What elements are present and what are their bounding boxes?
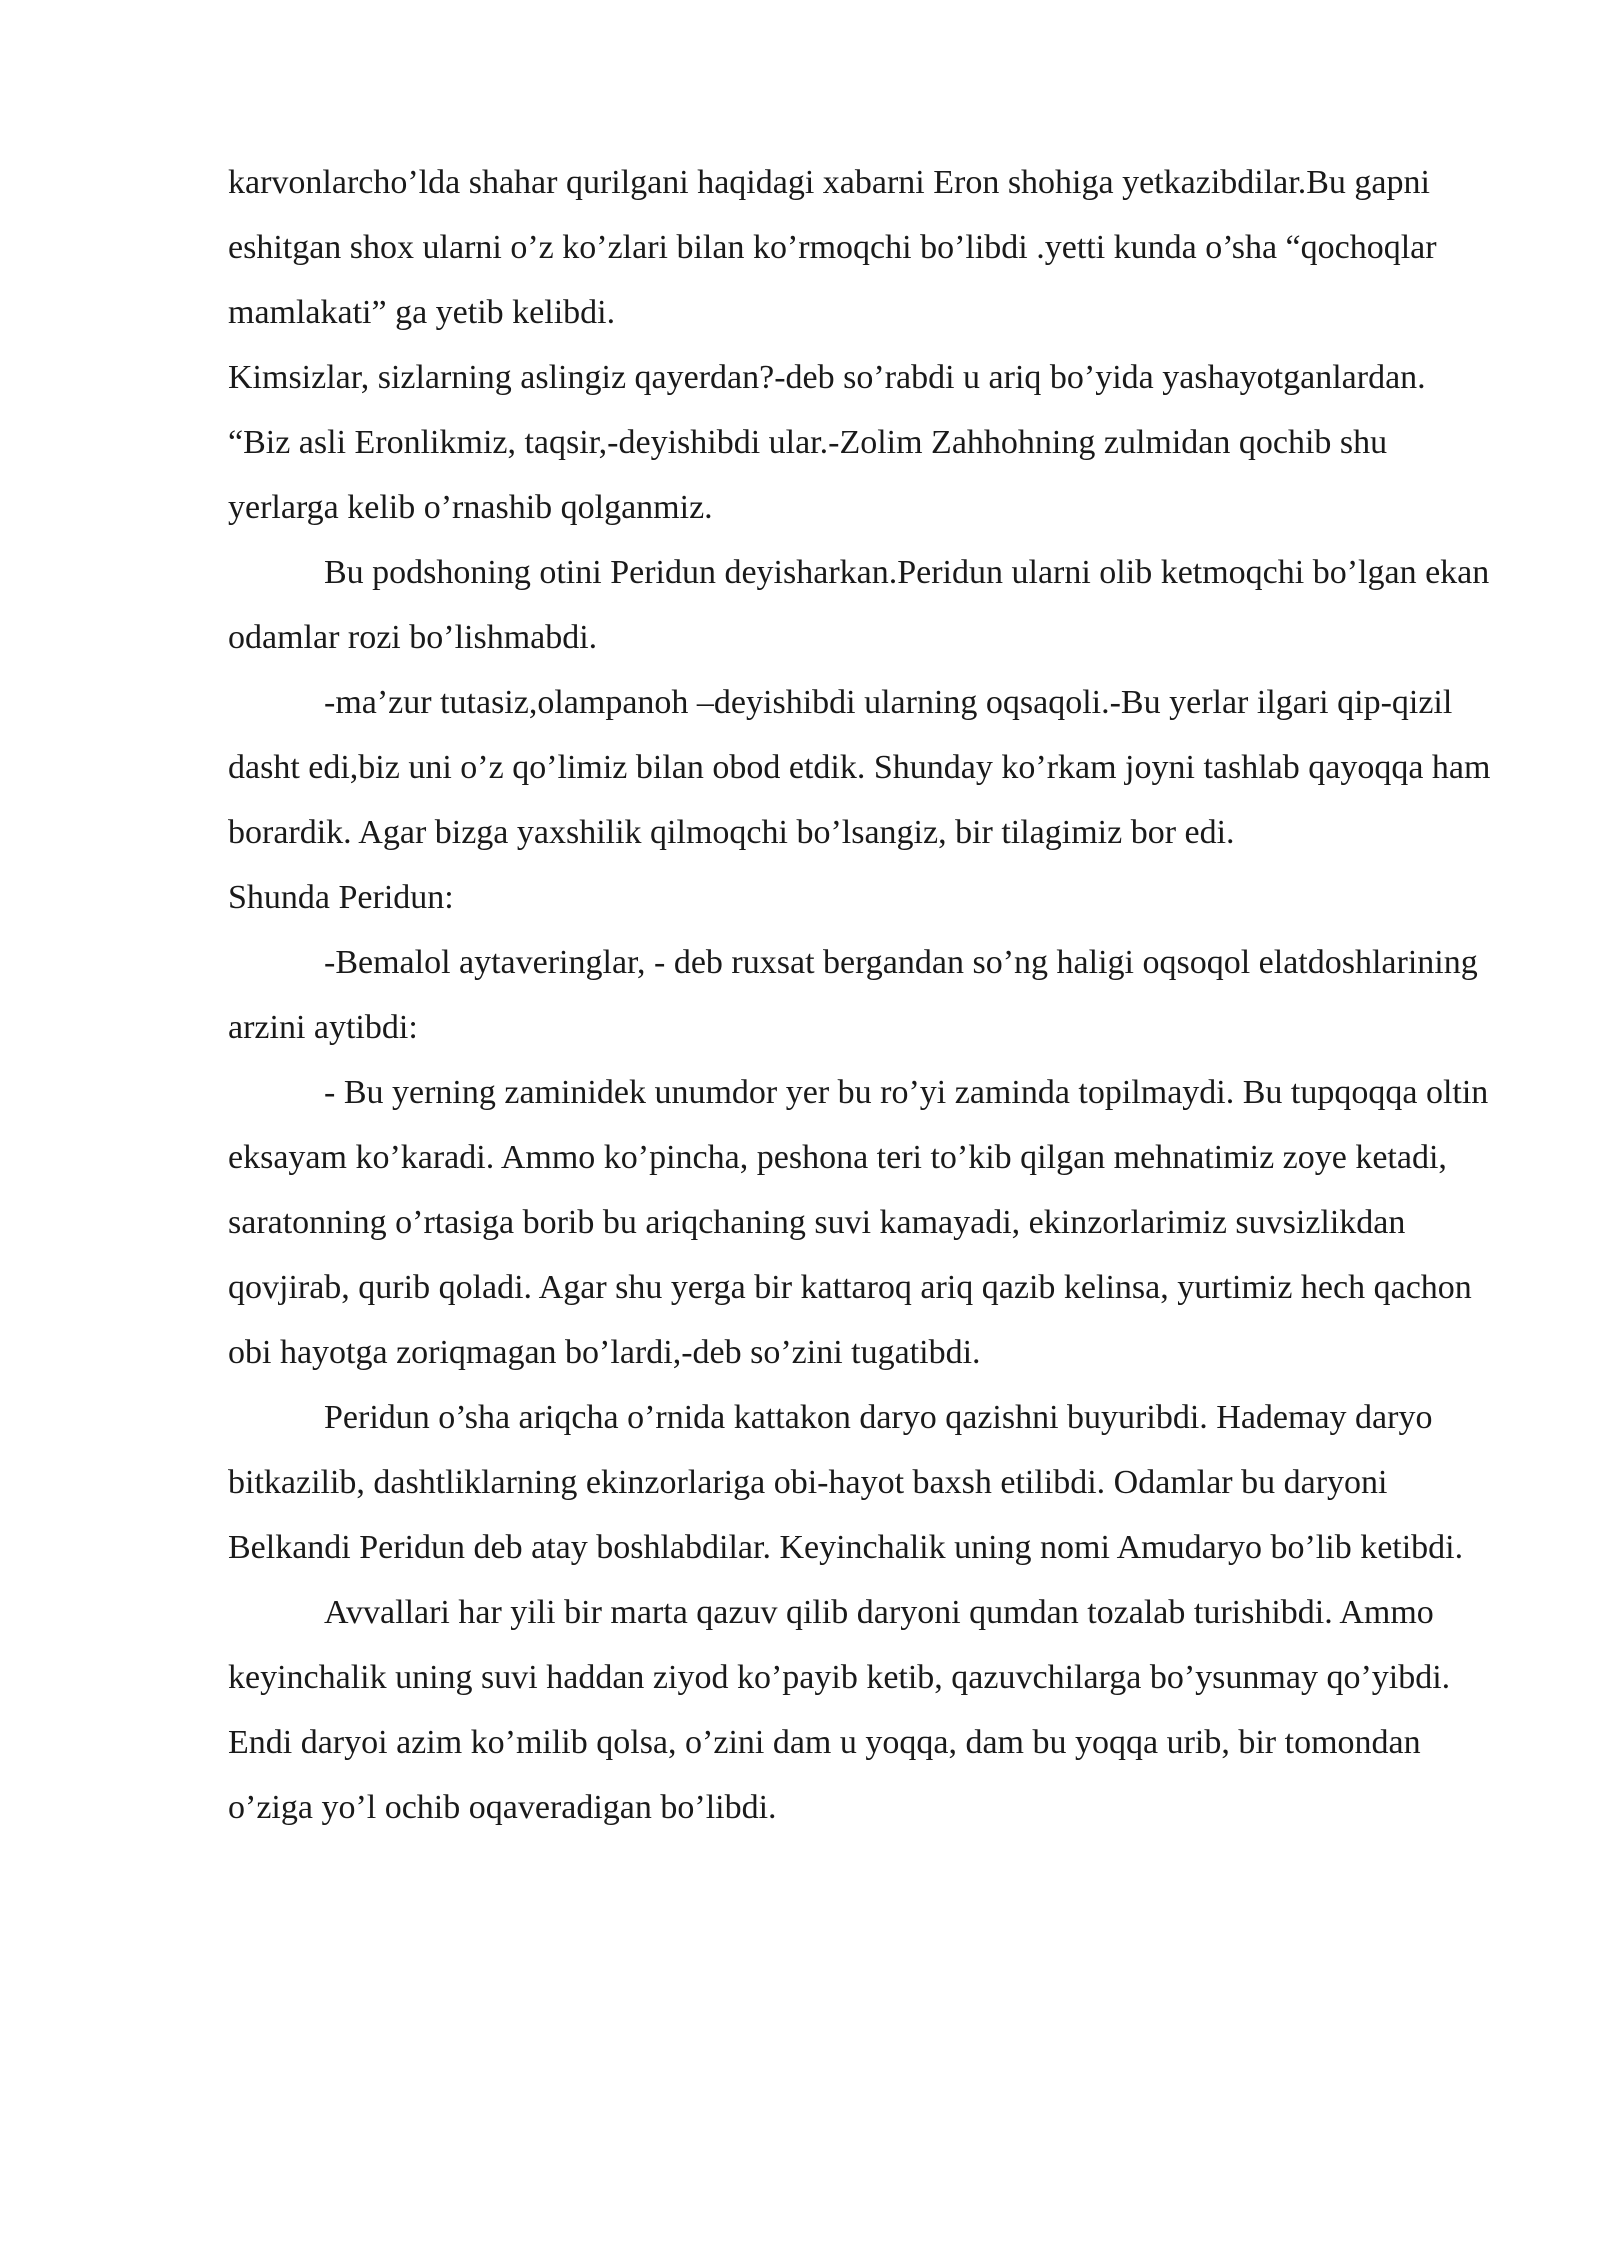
paragraph: karvonlarcho’lda shahar qurilgani haqidagi xabarni Eron shohiga yetkazibdilar.Bu gapni eshitgan shox ularni o’z ko’zlari bilan ko’rmoqchi bo’libdi .yetti kunda o’sha “qochoqlar mamlakati” ga yetib kelibdi. <box>228 164 1437 331</box>
paragraph: “Biz asli Eronlikmiz, taqsir,-deyishibdi ular.-Zolim Zahhohning zulmidan qochib shu yerlarga kelib o’rnashib qolganmiz. <box>228 424 1388 526</box>
document-body <box>228 150 1498 1840</box>
paragraph: -Bemalol aytaveringlar, - deb ruxsat bergandan so’ng haligi oqsoqol elatdoshlarining arzini aytibdi: <box>228 944 1478 1046</box>
paragraph: Peridun o’sha ariqcha o’rnida kattakon daryo qazishni buyuribdi. Hademay daryo bitkazilib, dashtliklarning ekinzorlariga obi-hayot baxsh etilibdi. Odamlar bu daryoni Belkandi Peridun deb atay boshlabdilar. Keyinchalik uning nomi Amudaryo bo’lib ketibdi. <box>228 1399 1464 1566</box>
paragraph: Avvallari har yili bir marta qazuv qilib daryoni qumdan tozalab turishibdi. Ammo keyinchalik uning suvi haddan ziyod ko’payib ketib, qazuvchilarga bo’ysunmay qo’yibdi. Endi daryoi azim ko’milib qolsa, o’zini dam u yoqqa, dam bu yoqqa urib, bir tomondan o’ziga yo’l ochib oqaveradigan bo’libdi. <box>228 1594 1451 1826</box>
paragraph: - Bu yerning zaminidek unumdor yer bu ro’yi zaminda topilmaydi. Bu tupqoqqa oltin eksayam ko’karadi. Ammo ko’pincha, peshona teri to’kib qilgan mehnatimiz zoye ketadi, saratonning o’rtasiga borib bu ariqchaning suvi kamayadi, ekinzorlarimiz suvsizlikdan qovjirab, qurib qoladi. Agar shu yerga bir kattaroq ariq qazib kelinsa, yurtimiz hech qachon obi hayotga zoriqmagan bo’lardi,-deb so’zini tugatibdi. <box>228 1074 1489 1371</box>
paragraph: Kimsizlar, sizlarning aslingiz qayerdan?-deb so’rabdi u ariq bo’yida yashayotganlardan. <box>228 359 1426 396</box>
paragraph: Shunda Peridun: <box>228 879 454 916</box>
paragraph: Bu podshoning otini Peridun deyisharkan.Peridun ularni olib ketmoqchi bo’lgan ekan odamlar rozi bo’lishmabdi. <box>228 554 1490 656</box>
paragraph: -ma’zur tutasiz,olampanoh –deyishibdi ularning oqsaqoli.-Bu yerlar ilgari qip-qizil dasht edi,biz uni o’z qo’limiz bilan obod etdik. Shunday ko’rkam joyni tashlab qayoqqa ham borardik. Agar bizga yaxshilik qilmoqchi bo’lsangiz, bir tilagimiz bor edi. <box>228 684 1491 851</box>
